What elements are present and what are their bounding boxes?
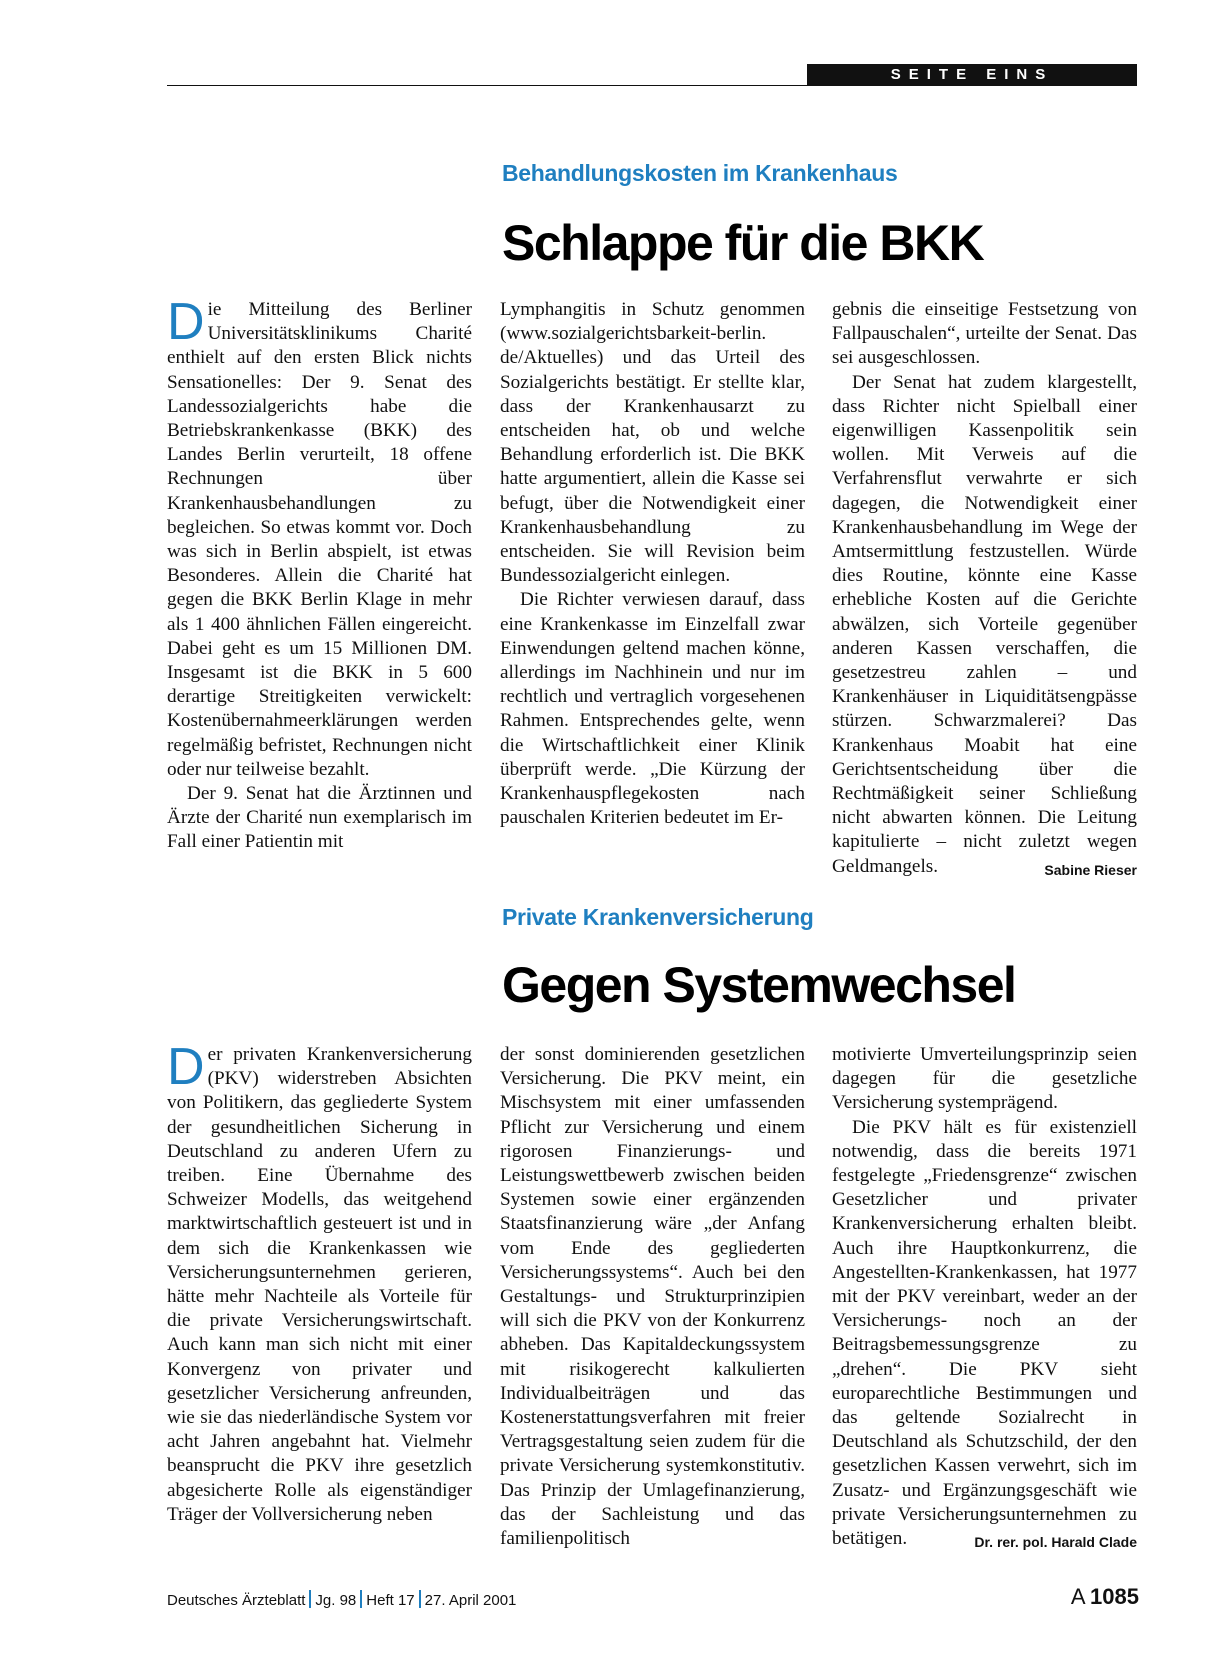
article-1-author: Sabine Rieser: [1044, 861, 1137, 878]
article-1-headline: Schlappe für die BKK: [502, 215, 984, 271]
article-2-headline: Gegen Systemwechsel: [502, 957, 1016, 1013]
article-2-paragraph-2: Die PKV hält es für existenziell notwendig, dass die bereits 1971 festgelegte „Friedensgrenze“ zwischen Gesetzlicher und privater Krankenversicherung erhalten bleibt. Auch ihre Hauptkonkurrenz, die Angestellten-Krankenkassen, hat 1977 mit der PKV vereinbart, weder an der Versicherungs- noch an der Beitragsbemessungsgrenze zu „drehen“. Die PKV sieht europarechtliche Bestimmungen und das geltende Sozialrecht in Deutschland als Schutzschild, der den gesetzlichen Kassen verwehrt, sich im Zusatz- und Ergänzungsgeschäft wie private Versicherungsunternehmen zu betätigen. Dr. rer. pol. Harald Clade: [832, 1116, 1137, 1552]
article-1-kicker: Behandlungskosten im Krankenhaus: [502, 160, 898, 186]
article-1-column-1: [167, 293, 472, 855]
footer-separator: [360, 1590, 362, 1608]
journal-date: 27. April 2001: [424, 1592, 517, 1609]
footer-citation: [167, 1590, 516, 1609]
article-2-paragraph-1-cont: der sonst dominierenden gesetzlichen Versicherung. Die PKV meint, ein Mischsystem mit einer umfassenden Pflicht zur Versicherung und einem rigorosen Finanzierungs- und Leistungswettbewerb zwischen beiden Systemen sowie einer ergänzenden Staatsfinanzierung wäre „der Anfang vom Ende des gegliederten Versicherungssystems“. Auch bei den Gestaltungs- und Strukturprinzipien will sich die PKV von der Konkurrenz abheben. Das Kapitaldeckungssystem mit risikogerecht kalkulierten Individualbeiträgen und das Kostenerstattungsverfahren mit freier Vertragsgestaltung seien zudem für die private Versicherung systemkonstitutiv. Das Prinzip der Umlagefinanzierung, das der Sachleistung und das familienpolitisch: [500, 1044, 805, 1550]
header-rule: [167, 85, 807, 86]
article-1-paragraph-3-part: Die Richter verwiesen darauf, dass eine Krankenkasse im Einzelfall zwar Einwendungen geltend machen könne, allerdings im Nachhinein und nur im rechtlich und vertraglich vorgesehenen Rahmen. Entsprechendes gelte, wenn die Wirtschaftlichkeit einer Klinik überprüft werde. „Die Kürzung der Krankenhauspflegekosten nach pauschalen Kriterien bedeutet im Er-: [500, 589, 805, 829]
article-2-paragraph-1-end: motivierte Umverteilungsprinzip seien dagegen für die gesetzliche Versicherung systemprägend.: [832, 1044, 1137, 1114]
article-1-column-3: [832, 298, 1137, 882]
page-number-value: 1085: [1090, 1584, 1139, 1609]
footer-separator: [419, 1590, 421, 1608]
footer-separator: [309, 1590, 311, 1608]
article-1-paragraph-1: Die Mitteilung des Berliner Universitätsklinikums Charité enthielt auf den ersten Blick nichts Sensationelles: Der 9. Senat des Landessozialgerichts habe die Betriebskrankenkasse (BKK) des Landes Berlin verurteilt, 18 offene Rechnungen über Krankenhausbehandlungen zu begleichen. So etwas kommt vor. Doch was sich in Berlin abspielt, ist etwas Besonderes. Allein die Charité hat gegen die BKK Berlin Klage in mehr als 1 400 ähnlichen Fällen eingereicht. Dabei geht es um 15 Millionen DM. Insgesamt ist die BKK in 5 600 derartige Streitigkeiten verwickelt: Kostenübernahmeerklärungen werden regelmäßig befristet, Rechnungen nicht oder nur teilweise bezahlt.: [167, 293, 472, 780]
article-1-column-2: [500, 298, 805, 830]
page-prefix: A: [1070, 1584, 1086, 1609]
article-2-kicker: Private Krankenversicherung: [502, 904, 814, 930]
article-2-column-3: [832, 1043, 1137, 1554]
article-2-column-1: [167, 1038, 472, 1527]
article-2-column-2: [500, 1043, 805, 1551]
article-1-paragraph-4: Der Senat hat zudem klargestellt, dass Richter nicht Spielball einer eigenwilligen Kassenpolitik sein wollen. Mit Verweis auf die Verfahrensflut verwahrte er sich dagegen, die Notwendigkeit einer Krankenhausbehandlung im Wege der Amtsermittlung festzustellen. Würde dies Routine, könnte eine Kasse erhebliche Kosten auf die Gerichte abwälzen, sich Vorteile gegenüber anderen Kassen verschaffen, die gesetzestreu zahlen – und Krankenhäuser in Liquiditätsengpässe stürzen. Schwarzmalerei? Das Krankenhaus Moabit hat eine Gerichtsentscheidung über die Rechtmäßigkeit seiner Schließung nicht abwarten können. Die Leitung kapitulierte – nicht zuletzt wegen Geldmangels. Sabine Rieser: [832, 371, 1137, 879]
article-1-paragraph-2-cont: Lymphangitis in Schutz genommen (www.sozialgerichtsbarkeit-berlin. de/Aktuelles) und das Urteil des Sozialgerichts bestätigt. Er stellte klar, dass der Krankenhausarzt zu entscheiden hat, ob und welche Behandlung erforderlich ist. Die BKK hatte argumentiert, allein die Kasse sei befugt, über die Notwendigkeit einer Krankenhausbehandlung zu entscheiden. Sie will Revision beim Bundessozialgericht einlegen.: [500, 299, 805, 587]
article-2-dropcap: D: [167, 1038, 205, 1096]
article-2-paragraph-1-part: Der privaten Krankenversicherung (PKV) widerstreben Absichten von Politikern, das gegliederte System der gesundheitlichen Sicherung in Deutschland zu anderen Ufern zu treiben. Eine Übernahme des Schweizer Modells, das weitgehend marktwirtschaftlich gesteuert ist und in dem sich die Krankenkassen wie Versicherungsunternehmen gerieren, hätte mehr Nachteile als Vorteile für die private Versicherungswirtschaft. Auch kann man sich nicht mit einer Konvergenz von privater und gesetzlicher Versicherung anfreunden, wie sie das niederländische System vor acht Jahren angebahnt hat. Vielmehr beansprucht die PKV ihre gesetzlich abgesicherte Rolle als eigenständiger Träger der Vollversicherung neben: [167, 1038, 472, 1525]
journal-issue: Heft 17: [366, 1592, 415, 1609]
journal-volume: Jg. 98: [315, 1592, 357, 1609]
page-number: [1071, 1584, 1139, 1610]
article-1-dropcap: D: [167, 293, 205, 351]
section-label: SEITE EINS: [807, 64, 1137, 86]
article-1-paragraph-3-cont: gebnis die einseitige Festsetzung von Fallpauschalen“, urteilte der Senat. Das sei ausgeschlossen.: [832, 299, 1137, 369]
article-2-author: Dr. rer. pol. Harald Clade: [974, 1534, 1137, 1551]
article-1-paragraph-2-part: Der 9. Senat hat die Ärztinnen und Ärzte der Charité nun exemplarisch im Fall einer Patientin mit: [167, 783, 472, 853]
journal-name: Deutsches Ärzteblatt: [167, 1592, 306, 1609]
